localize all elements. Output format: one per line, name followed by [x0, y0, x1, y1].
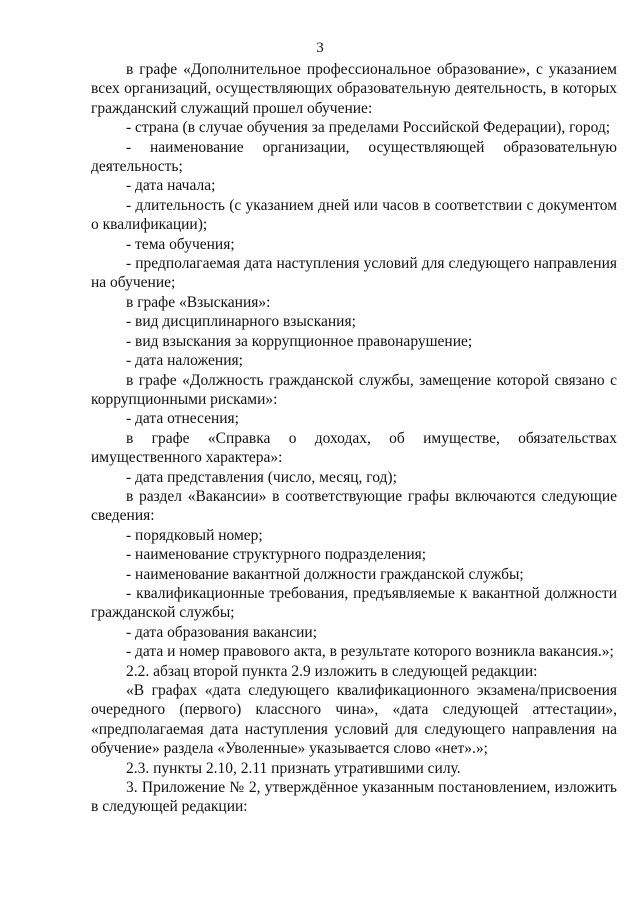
paragraph: в графе «Дополнительное профессиональное образование», с указанием всех организаций, осуществляющих образовательную деятельность, в которых гражданский служащий прошел обучение:: [91, 61, 617, 117]
paragraph: - наименование вакантной должности гражданской службы;: [126, 565, 524, 583]
paragraph: - дата и номер правового акта, в результате которого возникла вакансия.»;: [126, 643, 614, 661]
document-body: [91, 60, 617, 817]
paragraph: - квалификационные требования, предъявляемые к вакантной должности гражданской службы;: [91, 584, 617, 622]
paragraph: в графе «Справка о доходах, об имуществе, обязательствах имущественного характера»:: [91, 429, 617, 467]
paragraph: - тема обучения;: [126, 235, 235, 253]
paragraph: - наименование организации, осуществляющей образовательную деятельность;: [91, 138, 617, 176]
paragraph: - предполагаемая дата наступления условий для следующего направления на обучение;: [91, 255, 617, 292]
paragraph: - наименование структурного подразделения;: [126, 546, 427, 564]
paragraph: - страна (в случае обучения за пределами Российской Федерации), город;: [126, 119, 611, 137]
paragraph: - дата начала;: [126, 177, 216, 195]
paragraph: - дата отнесения;: [126, 410, 239, 428]
paragraph: 2.3. пункты 2.10, 2.11 признать утратившими силу.: [126, 759, 461, 777]
page-number: 3: [316, 40, 324, 56]
paragraph: - длительность (с указанием дней или часов в соответствии с документом о квалификации);: [91, 196, 617, 234]
paragraph: 2.2. абзац второй пункта 2.9 изложить в следующей редакции:: [126, 662, 538, 680]
paragraph: - вид взыскания за коррупционное правонарушение;: [126, 332, 473, 350]
paragraph: - порядковый номер;: [126, 526, 263, 544]
paragraph: «В графах «дата следующего квалификационного экзамена/присвоения очередного (первого) классного чина», «дата следующей аттестации», «предполагаемая дата наступления условий для следующего направления на обучение» раздела «Уволенные» указывается слово «нет».»;: [91, 682, 617, 758]
paragraph: - дата образования вакансии;: [126, 623, 317, 641]
paragraph: 3. Приложение № 2, утверждённое указанным постановлением, изложить в следующей редакции:: [91, 779, 617, 816]
paragraph: - дата наложения;: [126, 352, 243, 370]
paragraph: в раздел «Вакансии» в соответствующие графы включаются следующие сведения:: [91, 487, 617, 525]
paragraph: - вид дисциплинарного взыскания;: [126, 313, 356, 331]
paragraph: - дата представления (число, месяц, год);: [126, 468, 397, 486]
paragraph: в графе «Должность гражданской службы, замещение которой связано с коррупционными рисками»:: [91, 371, 617, 408]
paragraph: в графе «Взыскания»:: [126, 293, 271, 311]
